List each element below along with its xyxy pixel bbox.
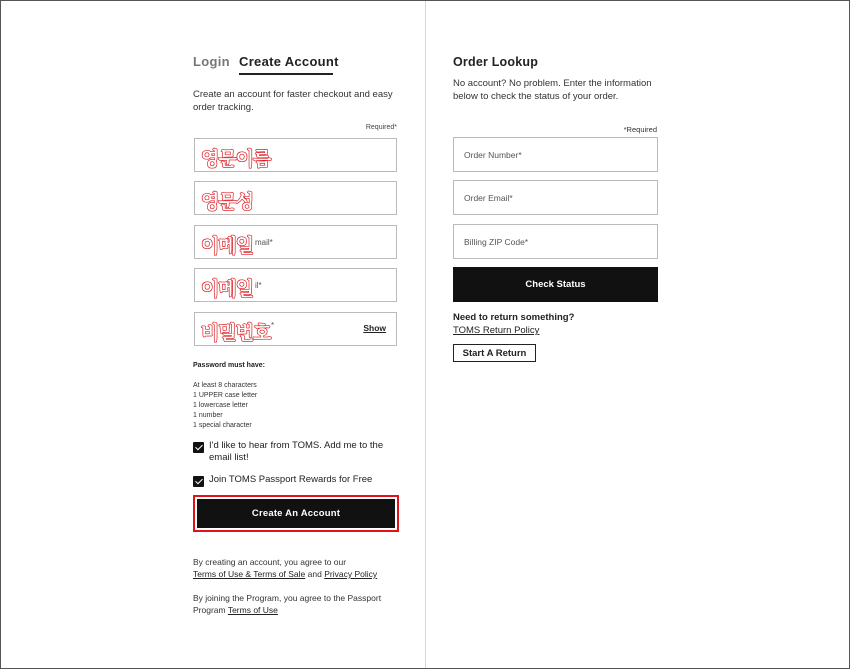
last-name-field[interactable] — [194, 181, 397, 215]
password-rule: 1 UPPER case letter — [193, 392, 258, 399]
terms-notice-and: and — [307, 569, 322, 579]
tab-login[interactable]: Login — [193, 54, 230, 69]
korean-overlay-email: 이메일 — [201, 236, 254, 257]
password-rule: At least 8 characters — [193, 382, 257, 389]
order-email-placeholder: Order Email* — [464, 192, 513, 203]
email-field[interactable] — [194, 225, 397, 259]
password-field[interactable] — [194, 312, 397, 346]
passport-terms-notice — [193, 592, 398, 616]
korean-overlay-password: 비밀번호 — [201, 323, 271, 344]
password-rule: 1 lowercase letter — [193, 402, 248, 409]
create-account-button[interactable]: Create An Account — [197, 499, 395, 528]
create-account-intro: Create an account for faster checkout and easy order tracking. — [193, 89, 393, 113]
password-rule: 1 special character — [193, 422, 252, 429]
confirm-email-field[interactable] — [194, 268, 397, 302]
create-account-highlight — [193, 495, 399, 532]
order-lookup-title: Order Lookup — [453, 55, 539, 69]
terms-notice — [193, 556, 403, 580]
passport-terms-of-use-link[interactable]: Terms of Use — [227, 605, 278, 615]
order-number-field[interactable] — [453, 137, 658, 172]
passport-rewards-label: Join TOMS Passport Rewards for Free — [209, 474, 373, 485]
show-password-button[interactable]: Show — [363, 323, 386, 333]
return-policy-link[interactable]: TOMS Return Policy — [453, 325, 540, 336]
billing-zip-field[interactable] — [453, 224, 658, 259]
password-requirements-title: Password must have: — [193, 362, 265, 369]
order-email-field[interactable] — [453, 180, 658, 215]
active-tab-underline — [239, 73, 333, 75]
first-name-field[interactable] — [194, 138, 397, 172]
email-list-checkbox[interactable] — [193, 442, 204, 453]
korean-overlay-confirm-email: 이메일 — [201, 279, 254, 300]
korean-overlay-first-name: 영문이름 — [201, 149, 271, 170]
tab-create-account[interactable]: Create Account — [239, 54, 339, 69]
order-number-placeholder: Order Number* — [464, 149, 522, 160]
terms-of-use-sale-link[interactable]: Terms of Use & Terms of Sale — [193, 569, 306, 579]
privacy-policy-link[interactable]: Privacy Policy — [324, 569, 378, 579]
start-return-button[interactable]: Start A Return — [453, 344, 536, 362]
order-required-note: *Required — [623, 125, 657, 134]
billing-zip-placeholder: Billing ZIP Code* — [464, 236, 529, 247]
return-heading: Need to return something? — [453, 312, 575, 323]
password-requirements-list — [193, 381, 257, 431]
terms-notice-text: By creating an account, you agree to our — [193, 557, 347, 567]
password-rule: 1 number — [193, 412, 223, 419]
order-lookup-intro: No account? No problem. Enter the information below to check the status of your order. — [453, 78, 652, 102]
password-placeholder-fragment: * — [271, 321, 275, 330]
passport-rewards-checkbox[interactable] — [193, 476, 204, 487]
check-status-button[interactable]: Check Status — [453, 267, 658, 302]
email-list-label: I'd like to hear from TOMS. Add me to the email list! — [209, 440, 384, 463]
panel-divider — [425, 1, 426, 668]
required-note: Required* — [365, 124, 397, 131]
email-field-placeholder-fragment: mail* — [255, 238, 273, 247]
passport-terms-text: By joining the Program, you agree to the Passport Program — [193, 593, 382, 615]
confirm-email-placeholder-fragment: il* — [255, 281, 262, 290]
korean-overlay-last-name: 영문성 — [201, 192, 254, 213]
